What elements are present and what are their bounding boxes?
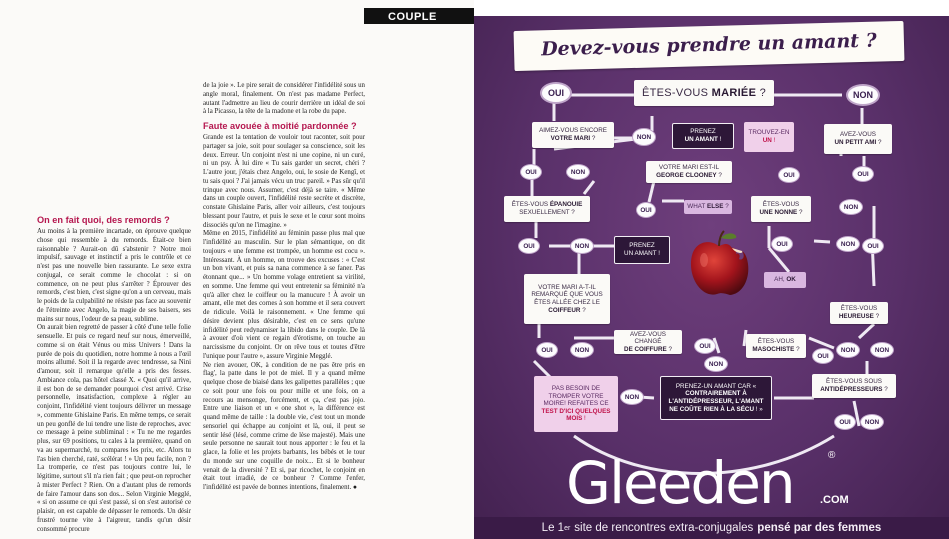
node-text: ! » <box>754 405 763 413</box>
article-page <box>0 0 474 539</box>
node-text-bold: CONTRAIREMENT À L'ANTIDÉPRESSEUR, L'AMANT NE COÛTE RIEN À LA SÉCU <box>668 390 764 413</box>
node-text: ÊTES-VOUS SOUS <box>826 378 882 386</box>
node-text: ? <box>873 313 880 320</box>
answer-non-pill: NON <box>704 356 728 372</box>
node-text: ? <box>580 306 586 314</box>
logo-domain: .COM <box>820 494 849 506</box>
tagline-bar <box>474 517 949 539</box>
node-text-bold: ANTIDÉPRESSEURS <box>820 386 883 393</box>
node-text: ? <box>797 209 803 216</box>
node-text: PRENEZ-UN AMANT CAR « <box>675 382 757 390</box>
node-text-bold: COIFFEUR <box>548 306 581 314</box>
section-rubric: COUPLE <box>364 8 474 24</box>
question-heureuse <box>830 302 888 324</box>
node-text-bold: MASOCHISTE <box>752 346 795 353</box>
node-text: ÊTES-VOUS <box>757 338 795 346</box>
article-column-left <box>37 215 191 539</box>
answer-final-amant <box>660 376 772 420</box>
question-coiffeur <box>524 274 610 324</box>
answer-non-pill: NON <box>566 164 590 180</box>
question-nonne <box>751 196 811 222</box>
node-text-bold: UN <box>762 137 772 144</box>
node-text: ? <box>794 346 800 353</box>
node-text-bold: OK <box>786 276 796 284</box>
logo-wordmark: Gleeden <box>566 449 794 517</box>
node-text: UN AMANT <box>624 250 657 257</box>
answer-non-pill: NON <box>870 342 894 358</box>
answer-non-pill: NON <box>860 414 884 430</box>
node-text: ? <box>590 135 596 142</box>
node-text: ! <box>656 250 660 257</box>
answer-oui-pill: OUI <box>536 342 558 358</box>
node-text: ! <box>717 136 722 143</box>
question-epanouie <box>504 196 590 222</box>
answer-refaites-test <box>534 376 618 432</box>
node-text: ÊTES-VOUS <box>511 201 550 209</box>
node-text: ÊTES-VOUS <box>642 86 712 99</box>
node-text: ? <box>723 203 729 211</box>
answer-trouvez-en <box>744 122 794 152</box>
node-text: PRENEZ <box>690 128 716 136</box>
node-text-bold: UNE NONNE <box>759 209 798 216</box>
node-text-bold: UN PETIT AMI <box>834 139 877 146</box>
node-text-bold: HEUREUSE <box>838 313 874 320</box>
node-text: ! <box>771 137 776 144</box>
node-text-bold: TEST D'ICI QUELQUES MOIS <box>541 407 611 423</box>
question-petit-ami <box>824 124 892 154</box>
node-text: PRENEZ <box>629 242 655 250</box>
node-text-bold: DE COIFFURE <box>624 345 667 353</box>
node-text: ? <box>716 172 722 179</box>
answer-non-pill: NON <box>836 342 860 358</box>
subheading-remords: On en fait quoi, des remords ? <box>37 215 170 225</box>
node-text: AVEZ-VOUS CHANGÉ <box>630 330 666 346</box>
answer-non-pill: NON <box>620 389 644 405</box>
node-text: ÊTES-VOUS <box>840 305 878 313</box>
answer-non-pill: NON <box>839 199 863 215</box>
node-text-bold: VOTRE MARI <box>550 135 591 142</box>
answer-non-pill: NON <box>632 128 656 146</box>
question-george-clooney <box>646 161 732 183</box>
question-antidepresseurs <box>812 374 896 398</box>
answer-non-pill: NON <box>570 238 594 254</box>
answer-prenez-amant-2 <box>614 236 670 264</box>
node-text: ? <box>666 345 672 353</box>
node-text: AVEZ-VOUS <box>840 131 876 139</box>
answer-what-else <box>684 200 732 214</box>
answer-oui-pill: OUI <box>694 338 716 354</box>
node-text: ÊTES-VOUS <box>762 201 800 209</box>
node-text: WHAT <box>687 203 707 211</box>
answer-oui-pill: OUI <box>636 202 656 218</box>
headline: Devez-vous prendre un amant ? <box>540 29 878 61</box>
node-text-bold: UN AMANT <box>684 136 718 143</box>
paragraph: de la joie ». Le pire serait de considérer l'infidélité sous un angle moral, finalement. On n'est pas madame Perfect, autant l'admettre au lieu de courir derrière un idéal de soi à la Picasso, la tête de la madone et la robe du pape. <box>203 82 365 116</box>
answer-ah-ok <box>764 272 806 288</box>
node-text: PAS BESOIN DE TROMPER VOTRE MOIRE! REFAITES CE <box>543 385 609 408</box>
bitten-apple-image <box>686 228 752 300</box>
answer-non-pill: NON <box>836 236 860 252</box>
paragraph: Grande est la tentation de vouloir tout raconter, soit pour partager sa joie, soit pour soulager sa conscience, soit les deux. Erreur. Un conjoint n'est ni une copine, ni un curé, ni un psy. À lui dire « Tu sais garder un secret, chéri ? L'autre jour, j'étais chez Angelo, oui, le sosie de Kengî, et tu sais quoi ? J'ai jamais vécu un truc pareil. » Pas sûr qu'il trinque avec nous. Assumer, c'est déjà se taire. « Même dans un couple ouvert, l'infidélité reste secrète et discrète, constate Ghislaine Paris, aller voir ailleurs, c'est toujours blessant pour l'autre, et puis le sexe et le cœur sont moins dissociés qu'on ne l'imagine. » <box>203 134 365 229</box>
answer-oui-pill: OUI <box>852 166 874 182</box>
node-text: VOTRE MARI EST-IL <box>658 164 720 172</box>
node-text: ! <box>582 415 586 423</box>
tagline-sup: er <box>564 524 571 532</box>
node-text: ? <box>882 386 888 393</box>
gleeden-logo <box>566 428 866 518</box>
question-mariee <box>634 80 774 106</box>
node-text: VOTRE MARI A-T-IL REMARQUÉ QUE VOUS ÊTES ALLÉE CHEZ LE <box>531 283 603 306</box>
node-text-bold: GEORGE CLOONEY <box>656 172 717 179</box>
tagline-pre: Le 1 <box>541 522 565 534</box>
subheading-faute-avouee: Faute avouée à moitié pardonnée ? <box>203 121 357 131</box>
node-text: TROUVEZ-EN <box>748 129 790 137</box>
answer-oui-pill: OUI <box>540 82 572 104</box>
paragraph: Au moins à la première incartade, on éprouve quelque chose qui ressemble à du remords. Était-ce bien raisonnable ? Aurait-on dû s'abstenir ? Notre moi impulsif, sauvage et instinctif a pris le contrôle et ce n'est pas une nouvelle bien rassurante. Le sexe extra conjugal, ce serait comme le chocolat : si on commence, on ne peut plus s'arrêter ? Éprouver des remords, c'est bien, c'est signe qu'on a un cerveau, mais le poids de la culpabilité ne résiste pas face au souvenir de l'étreinte avec Angelo, la magie de ses baisers, ses mains sur nous, l'odeur de sa peau, sublime. <box>37 228 191 323</box>
answer-oui-pill: OUI <box>778 167 800 183</box>
answer-oui-pill: OUI <box>771 236 793 252</box>
gleeden-advert <box>474 16 949 539</box>
node-text-bold: MARIÉE <box>711 86 757 99</box>
registered-mark: ® <box>828 450 836 461</box>
article-column-right <box>203 82 365 539</box>
paragraph: On aurait bien regretté de passer à côté d'une telle folie sensuelle. Et puis ce regard neuf sur nous, émerveillé, comme si on était Vénus ou miss Univers ! Dans la purée de pois du quotidien, notre homme à nous a l'œil moins allumé. Soit il la regarde avec tendresse, sa Nini d'amour, soit il remarque qu'elle a pris des fesses. Ambiance cola, pas hôtel classé X. « Quoi qu'il arrive, il est bon de se demander pourquoi c'est arrivé. Crise personnelle, insatisfaction, complexe à régler au conjoint, l'infidélité vient toujours délivrer un message », commente Ghislaine Paris. En même temps, ce serait un peu gonflé de lui tendre une liste de reproches, avec ce message à peine subliminal : « Tu ne me regardes plus, sur 69 positions, tu cales à la première, quand on va au supermarché, tu compares les prix, etc. Alors tu l'as bien cherché, raté, scélérat ! » Un peu facile, non ? La tromperie, ce n'est pas toujours contre lui, le légitime, surtout s'il n'a rien fait ; que peut-on reprocher à mister Perfect ? Rien. On a d'autant plus de remords de faire l'amour dans son dos... Selon Virginie Megglé, « si on assume ce qui s'est passé, si on s'est autorisé ce plaisir, on est capable de dépasser le remords. Un désir frustré tourne vite à l'aigreur, tandis qu'un désir consommé procure <box>37 324 191 533</box>
answer-oui-pill: OUI <box>518 238 540 254</box>
question-masochiste <box>746 334 806 358</box>
answer-prenez-amant <box>672 123 734 149</box>
paragraph: Même en 2015, l'infidélité au féminin passe plus mal que l'infidélité au masculin. Sur le plan sémantique, on dit toujours « une femme est trompée, un homme est cocu ». Intéressant. À un homme, on trouve des excuses : « C'est un bon vivant, et puis sa nana commence à se faner. Pas étonnant que... » Un homme volage entretient sa virilité, en somme. Une femme qui veut entretenir sa féminité n'a qu'à aller chez le coiffeur ou la manucure ! À avoir un amant, elle met des cornes à son homme et il sera couvert de ridicule. Voilà le raisonnement. « Une femme qui désire devient plus désirable, c'est en ce sens qu'une infidélité peut redynamiser la libido dans le couple. De là à avouer d'où vient ce regain d'érotisme, on touche au narcissisme du conjoint. Or on rêve tous et toutes d'être l'unique pour l'autre », assure Virginie Megglé. <box>203 230 365 360</box>
node-text: SEXUELLEMENT ? <box>519 209 575 216</box>
answer-oui-pill: OUI <box>862 238 884 254</box>
node-text-bold: ELSE <box>707 203 724 211</box>
answer-non-pill: NON <box>570 342 594 358</box>
node-text: ? <box>876 139 882 146</box>
answer-oui-pill: OUI <box>812 348 834 364</box>
node-text: ? <box>756 86 766 99</box>
answer-oui-pill: OUI <box>520 164 542 180</box>
answer-non-pill: NON <box>846 84 880 106</box>
paragraph: Ne rien avouer, OK, à condition de ne pas être pris en flag', la patte dans le pot de miel. Il y a quand même quelque chose de biaisé dans les galipettes parallèles ; que ce soit pour une fois ou pour mille et une fois, on a recours au mensonge, forcément, et ça, c'est pas jojo. Entre une liaison et un « one shot », la différence est quand même de taille : la double vie, c'est tout un monde sensoriel qui échappe au conjoint et là, oui, il peut se sentir lésé (lésé, comme crime de lèse majesté). Mais une seule personne ne saurait tout nous apporter : le feu et la glace, la folie et les projets barbants, les bébés et le tour du monde sur une coquille de noix... Et si le bonheur venait de la diversité ? Et si, par ricochet, le conjoint en était tout irradié, de ce bonheur ? Comme l'enfer, l'infidélité est pavée de bonnes intentions, finalement. ● <box>203 361 365 491</box>
tagline-mid: site de rencontres extra-conjugales <box>574 522 754 534</box>
question-coiffure <box>614 330 682 354</box>
question-aimez-mari <box>532 122 614 148</box>
node-text-bold: ÉPANOUIE <box>549 201 583 209</box>
node-text: AH, <box>774 276 787 284</box>
node-text: AIMEZ-VOUS ENCORE <box>539 127 607 135</box>
answer-oui-pill: OUI <box>834 414 856 430</box>
tagline-bold: pensé par des femmes <box>757 522 882 534</box>
